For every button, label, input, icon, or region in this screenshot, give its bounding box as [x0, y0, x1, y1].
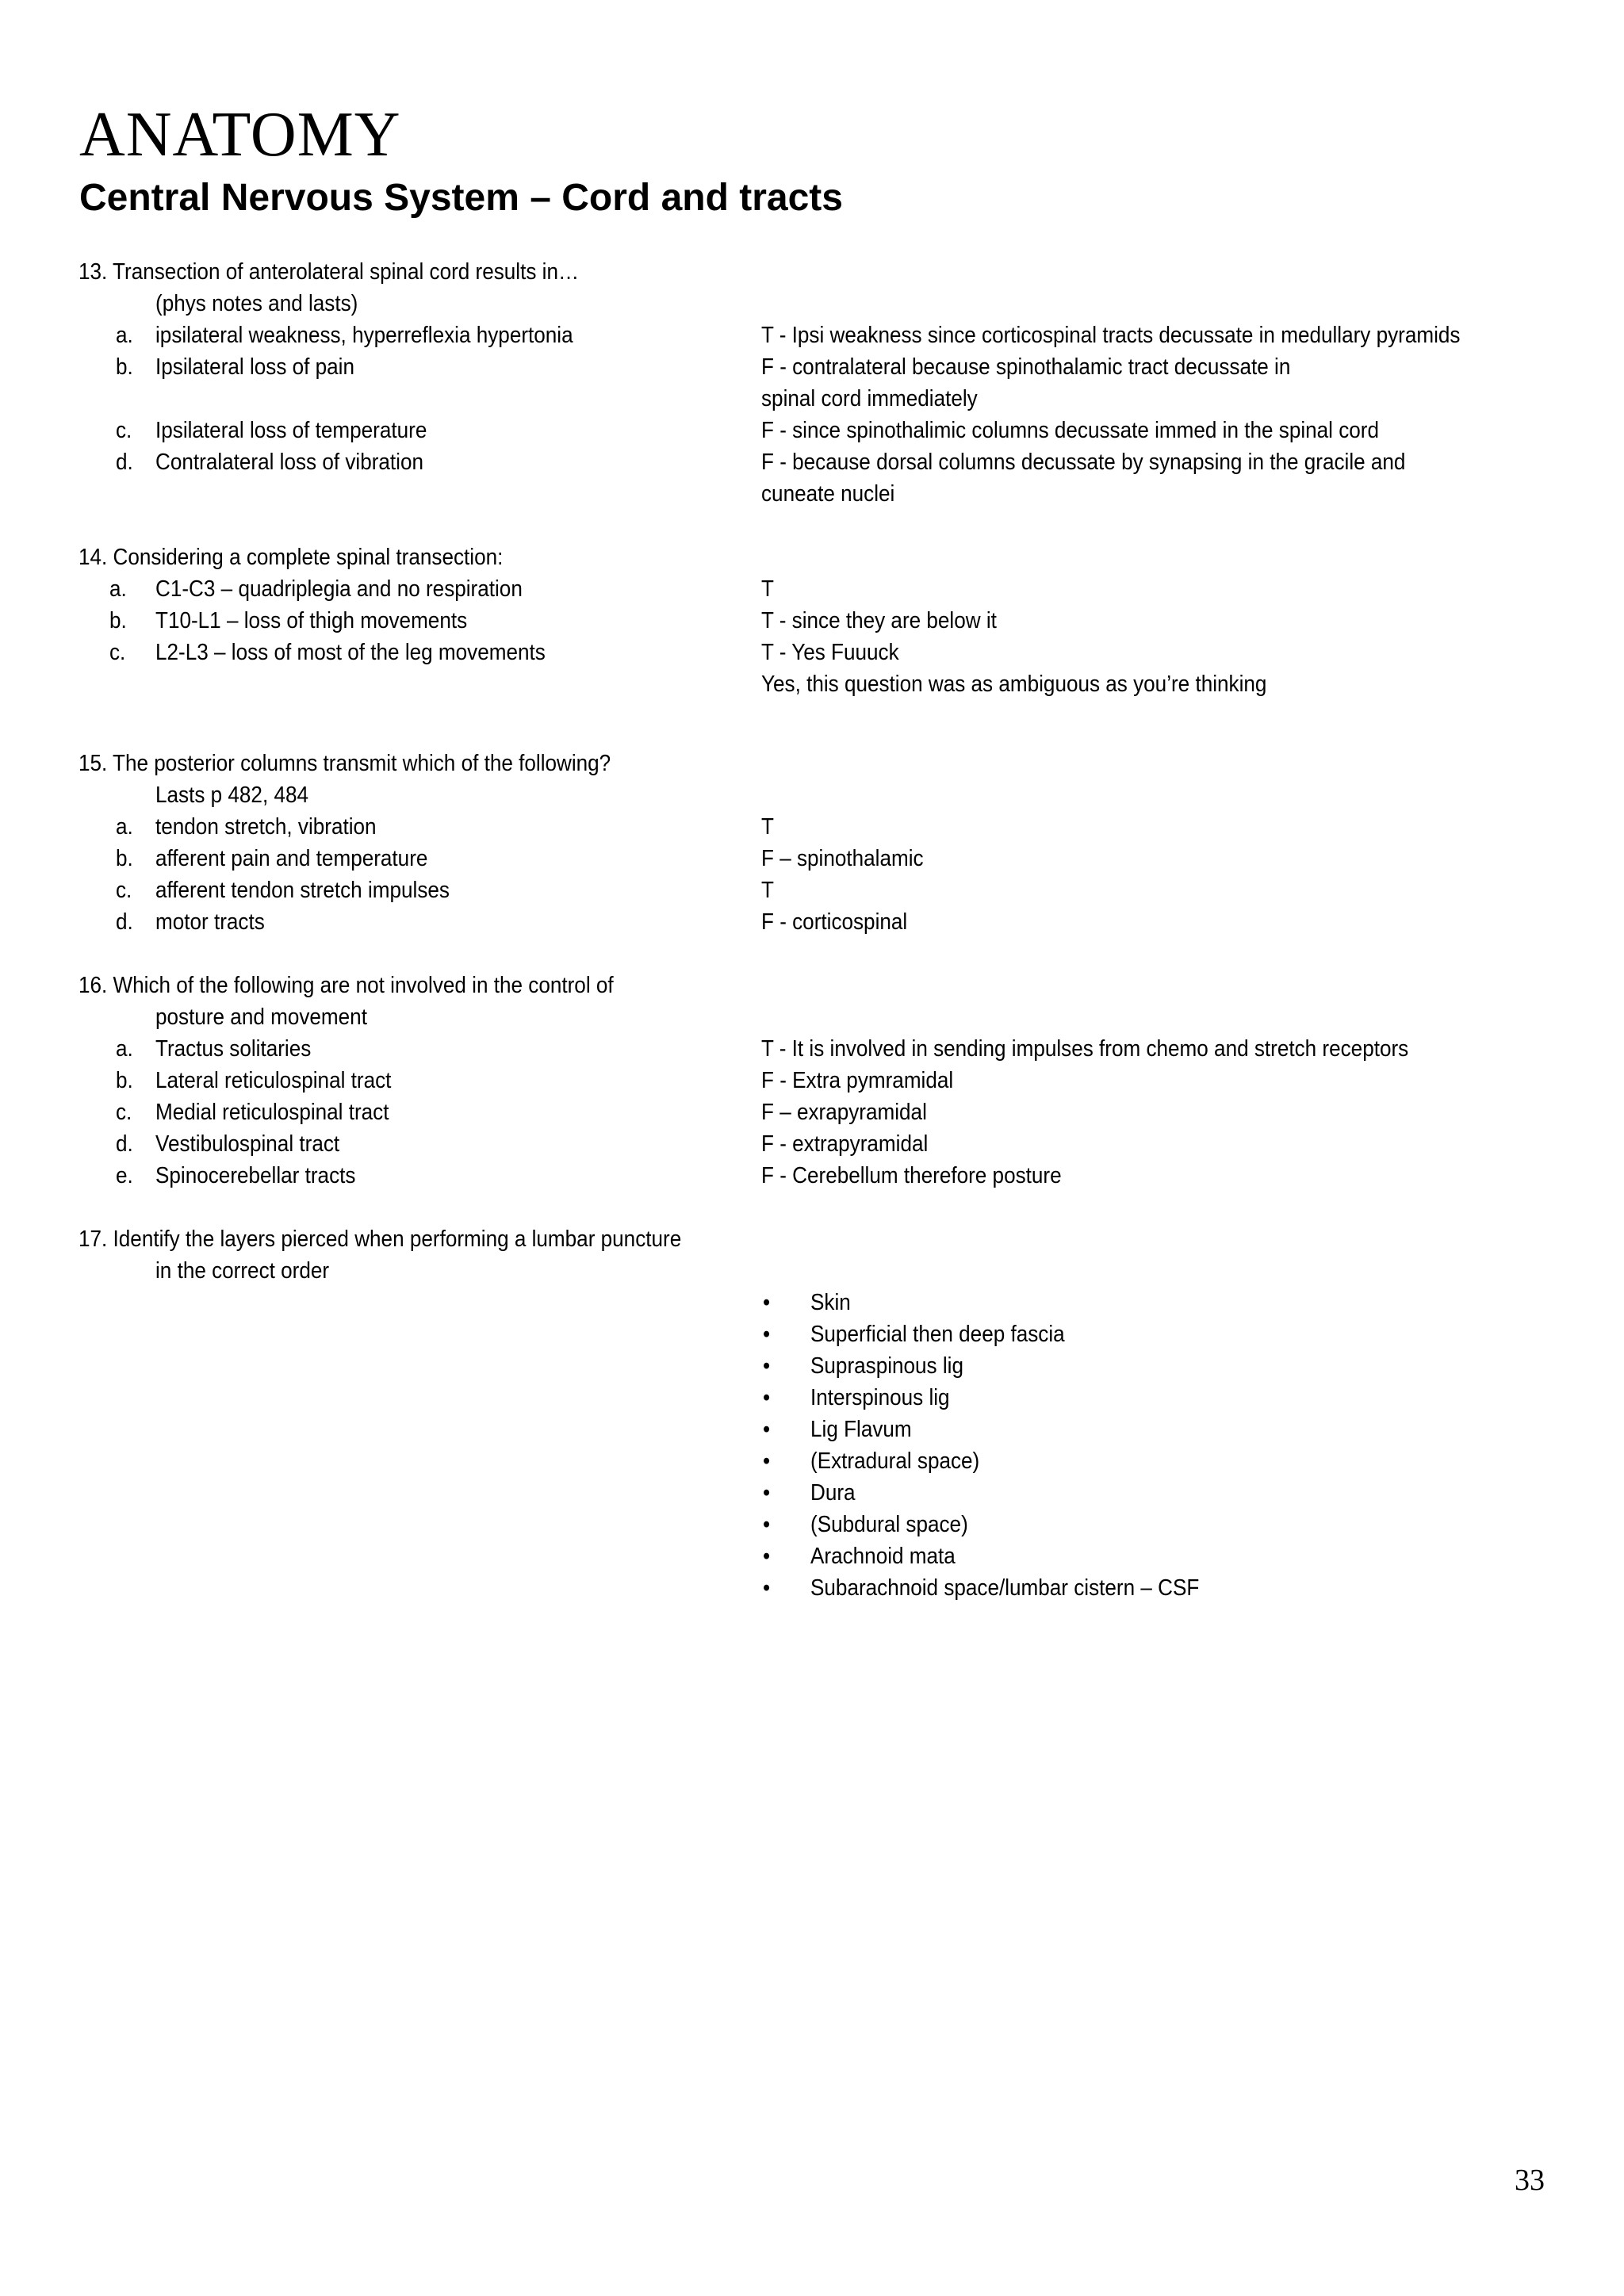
option-text: Ipsilateral loss of pain: [155, 354, 354, 380]
option-letter: d.: [116, 1131, 133, 1157]
question-prompt: 13. Transection of anterolateral spinal cord results in…: [79, 259, 580, 285]
option-letter: a.: [109, 576, 127, 602]
option-answer: F - because dorsal columns decussate by synapsing in the gracile and: [761, 450, 1406, 475]
question-note: Lasts p 482, 484: [155, 783, 309, 808]
option-text: Lateral reticulospinal tract: [155, 1068, 392, 1093]
option-answer: T: [761, 878, 774, 903]
option-text: tendon stretch, vibration: [155, 814, 377, 840]
bullet-glyph: •: [763, 1322, 771, 1347]
page-number: 33: [1515, 2164, 1545, 2197]
question-prompt: 15. The posterior columns transmit which of the following?: [79, 751, 611, 776]
option-answer: F - corticospinal: [761, 909, 908, 935]
option-letter: a.: [116, 1036, 133, 1062]
question-note: posture and movement: [155, 1004, 367, 1030]
bullet-glyph: •: [763, 1448, 771, 1474]
option-text: L2-L3 – loss of most of the leg movements: [155, 640, 546, 665]
list-item: Superficial then deep fascia: [810, 1322, 1065, 1347]
option-answer: F – spinothalamic: [761, 846, 924, 871]
option-answer: T - since they are below it: [761, 608, 997, 633]
question-prompt: 16. Which of the following are not involved in the control of: [79, 973, 614, 998]
option-letter: c.: [116, 418, 132, 443]
question-prompt: 14. Considering a complete spinal transection:: [79, 545, 504, 570]
option-answer: T: [761, 576, 774, 602]
option-letter: b.: [116, 354, 133, 380]
bullet-glyph: •: [763, 1385, 771, 1410]
option-answer: T - Yes Fuuuck: [761, 640, 899, 665]
option-answer-continued: cuneate nuclei: [761, 481, 895, 507]
list-item: (Subdural space): [810, 1512, 968, 1537]
option-text: afferent pain and temperature: [155, 846, 428, 871]
option-letter: b.: [116, 1068, 133, 1093]
option-text: C1-C3 – quadriplegia and no respiration: [155, 576, 523, 602]
option-letter: d.: [116, 909, 133, 935]
option-letter: c.: [109, 640, 126, 665]
option-text: ipsilateral weakness, hyperreflexia hypertonia: [155, 323, 573, 348]
option-letter: e.: [116, 1163, 133, 1188]
option-answer: T: [761, 814, 774, 840]
section-subtitle: Central Nervous System – Cord and tracts: [79, 177, 843, 219]
option-answer: F – exrapyramidal: [761, 1100, 927, 1125]
option-letter: c.: [116, 1100, 132, 1125]
list-item: Skin: [810, 1290, 851, 1315]
option-answer: F - since spinothalimic columns decussate immed in the spinal cord: [761, 418, 1379, 443]
option-letter: a.: [116, 323, 133, 348]
option-text: Contralateral loss of vibration: [155, 450, 424, 475]
option-letter: b.: [116, 846, 133, 871]
option-text: afferent tendon stretch impulses: [155, 878, 450, 903]
list-item: Interspinous lig: [810, 1385, 950, 1410]
bullet-glyph: •: [763, 1575, 771, 1601]
list-item: Arachnoid mata: [810, 1544, 956, 1569]
option-text: motor tracts: [155, 909, 265, 935]
page-title: ANATOMY: [79, 100, 401, 170]
bullet-glyph: •: [763, 1290, 771, 1315]
option-letter: b.: [109, 608, 127, 633]
bullet-glyph: •: [763, 1480, 771, 1506]
option-text: T10-L1 – loss of thigh movements: [155, 608, 468, 633]
option-text: Tractus solitaries: [155, 1036, 312, 1062]
list-item: Supraspinous lig: [810, 1353, 963, 1379]
bullet-glyph: •: [763, 1544, 771, 1569]
bullet-glyph: •: [763, 1417, 771, 1442]
option-letter: d.: [116, 450, 133, 475]
question-comment: Yes, this question was as ambiguous as you’re thinking: [761, 672, 1267, 697]
option-answer: T - Ipsi weakness since corticospinal tracts decussate in medullary pyramids: [761, 323, 1461, 348]
option-answer-continued: spinal cord immediately: [761, 386, 978, 411]
question-note: in the correct order: [155, 1258, 330, 1284]
option-text: Ipsilateral loss of temperature: [155, 418, 427, 443]
option-text: Medial reticulospinal tract: [155, 1100, 389, 1125]
bullet-glyph: •: [763, 1512, 771, 1537]
question-note: (phys notes and lasts): [155, 291, 358, 316]
option-letter: a.: [116, 814, 133, 840]
question-prompt: 17. Identify the layers pierced when performing a lumbar puncture: [79, 1226, 682, 1252]
option-letter: c.: [116, 878, 132, 903]
list-item: Lig Flavum: [810, 1417, 912, 1442]
option-text: Spinocerebellar tracts: [155, 1163, 356, 1188]
option-answer: F - extrapyramidal: [761, 1131, 929, 1157]
list-item: Dura: [810, 1480, 856, 1506]
option-answer: F - Extra pymramidal: [761, 1068, 954, 1093]
option-answer: F - Cerebellum therefore posture: [761, 1163, 1062, 1188]
option-answer: F - contralateral because spinothalamic tract decussate in: [761, 354, 1291, 380]
option-text: Vestibulospinal tract: [155, 1131, 340, 1157]
option-answer: T - It is involved in sending impulses from chemo and stretch receptors: [761, 1036, 1409, 1062]
list-item: (Extradural space): [810, 1448, 980, 1474]
list-item: Subarachnoid space/lumbar cistern – CSF: [810, 1575, 1200, 1601]
bullet-glyph: •: [763, 1353, 771, 1379]
